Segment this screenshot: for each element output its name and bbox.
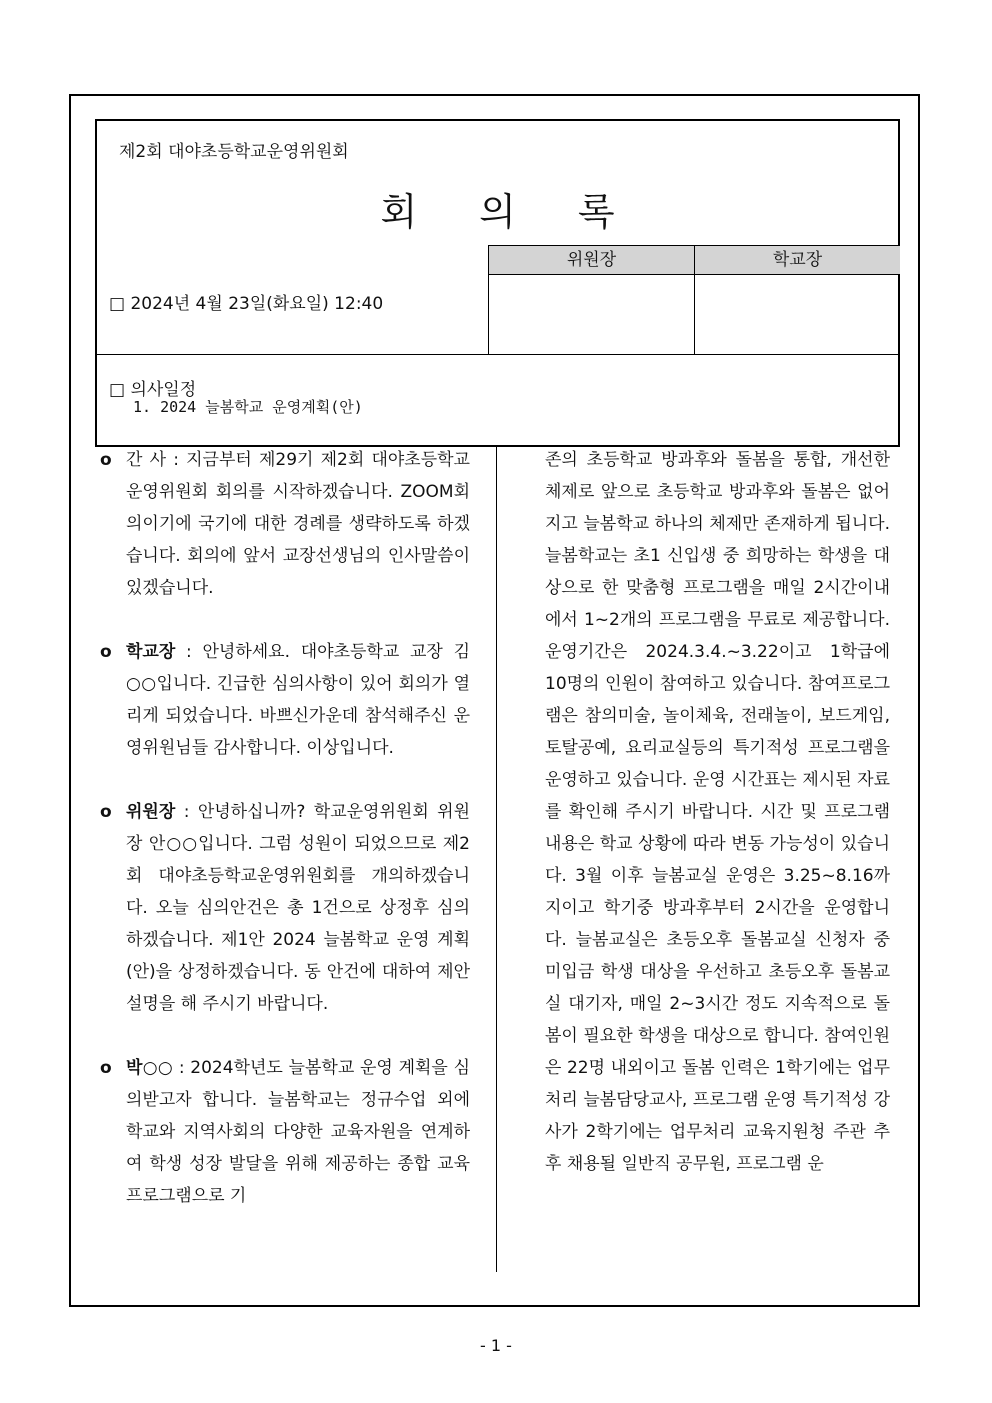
bullet-mark: o [100, 1058, 112, 1078]
approval-cell-chair [489, 275, 695, 354]
speaker-label: 간 사 : [126, 450, 179, 470]
speaker-label: 학교장 [126, 642, 176, 662]
approval-label-principal: 학교장 [772, 250, 823, 270]
minutes-entry [100, 796, 470, 1020]
bullet-mark: o [100, 450, 112, 470]
speech-text: : 안녕하세요. 대야초등학교 교장 김○○입니다. 긴급한 심의사항이 있어 회의가 열리게 되었습니다. 바쁘신가운데 참석해주신 운영위원님들 감사합니다. 이상입니다. [126, 642, 470, 758]
meeting-header [95, 119, 900, 447]
bullet-mark: o [100, 802, 112, 822]
minutes-entry [100, 636, 470, 764]
page-number: - 1 - [480, 1336, 512, 1355]
header-divider [97, 354, 898, 355]
speaker-label: 위원장 [126, 802, 176, 822]
approval-label-chair: 위원장 [489, 246, 695, 274]
organization-name: 제2회 대야초등학교운영위원회 [119, 142, 349, 162]
approval-box [488, 245, 900, 354]
speech-continuation: 존의 초등학교 방과후와 돌봄을 통합, 개선한 체제로 앞으로 초등학교 방과후와 돌봄은 없어지고 늘봄학교 하나의 체제만 존재하게 됩니다. 늘봄학교는 초1 신입생 중 희망하는 학생을 대상으로 한 맞춤형 프로그램을 매일 2시간이내에서 1~2개의 프로그램을 무료로 제공합니다. 운영기간은 2024.3.4.~3.22이고 1학급에 10명의 인원이 참여하고 있습니다. 참여프로그램은 참의미술, 놀이체육, 전래놀이, 보드게임, 토탈공예, 요리교실등의 특기적성 프로그램을 운영하고 있습니다. 운영 시간표는 제시된 자료를 확인해 주시기 바랍니다. 시간 및 프로그램 내용은 학교 상황에 따라 변동 가능성이 있습니다. 3월 이후 늘봄교실 운영은 3.25~8.16까지이고 학기중 방과후부터 2시간을 운영합니다. 늘봄교실은 초등오후 돌봄교실 신청자 중 미입금 학생 대상을 우선하고 초등오후 돌봄교실 대기자, 매일 2~3시간 정도 지속적으로 돌봄이 필요한 학생을 대상으로 합니다. 참여인원은 22명 내외이고 돌봄 인력은 1학기에는 업무처리 늘봄담당교사, 프로그램 운영 특기적성 강사가 2학기에는 업무처리 교육지원청 주관 추후 채용될 일반직 공무원, 프로그램 운 [545, 450, 890, 1174]
approval-cell-principal [695, 275, 900, 354]
minutes-entry [100, 1052, 470, 1212]
speech-text: : 안녕하십니까? 학교운영위원회 위원장 안○○입니다. 그럼 성원이 되었으므로 제2회 대야초등학교운영위원회를 개의하겠습니다. 오늘 심의안건은 총 1건으로 상정후 심의 하겠습니다. 제1안 2024 늘봄학교 운영 계획(안)을 상정하겠습니다. 동 안건에 대하여 제안 설명을 해 주시기 바랍니다. [126, 802, 470, 1014]
meeting-date: □ 2024년 4월 23일(화요일) 12:40 [109, 294, 384, 314]
right-column [545, 444, 890, 1180]
column-divider [496, 447, 497, 1272]
left-column [100, 444, 470, 1244]
document-title: 회의록 [380, 190, 677, 234]
bullet-mark: o [100, 642, 112, 662]
speech-text: 지금부터 제29기 제2회 대야초등학교운영위원회 회의를 시작하겠습니다. ZOOM회의이기에 국기에 대한 경례를 생략하도록 하겠습니다. 회의에 앞서 교장선생님의 인사말씀이 있겠습니다. [126, 450, 470, 598]
minutes-entry [100, 444, 470, 604]
speech-text: : 2024학년도 늘봄학교 운영 계획을 심의받고자 합니다. 늘봄학교는 정규수업 외에 학교와 지역사회의 다양한 교육자원을 연계하여 학생 성장 발달을 위해 제공하는 종합 교육 프로그램으로 기 [126, 1058, 470, 1206]
agenda-title: □ 의사일정 [109, 380, 197, 400]
agenda-item: 1. 2024 늘봄학교 운영계획(안) [133, 398, 363, 416]
speaker-label: 박○○ [126, 1058, 174, 1078]
